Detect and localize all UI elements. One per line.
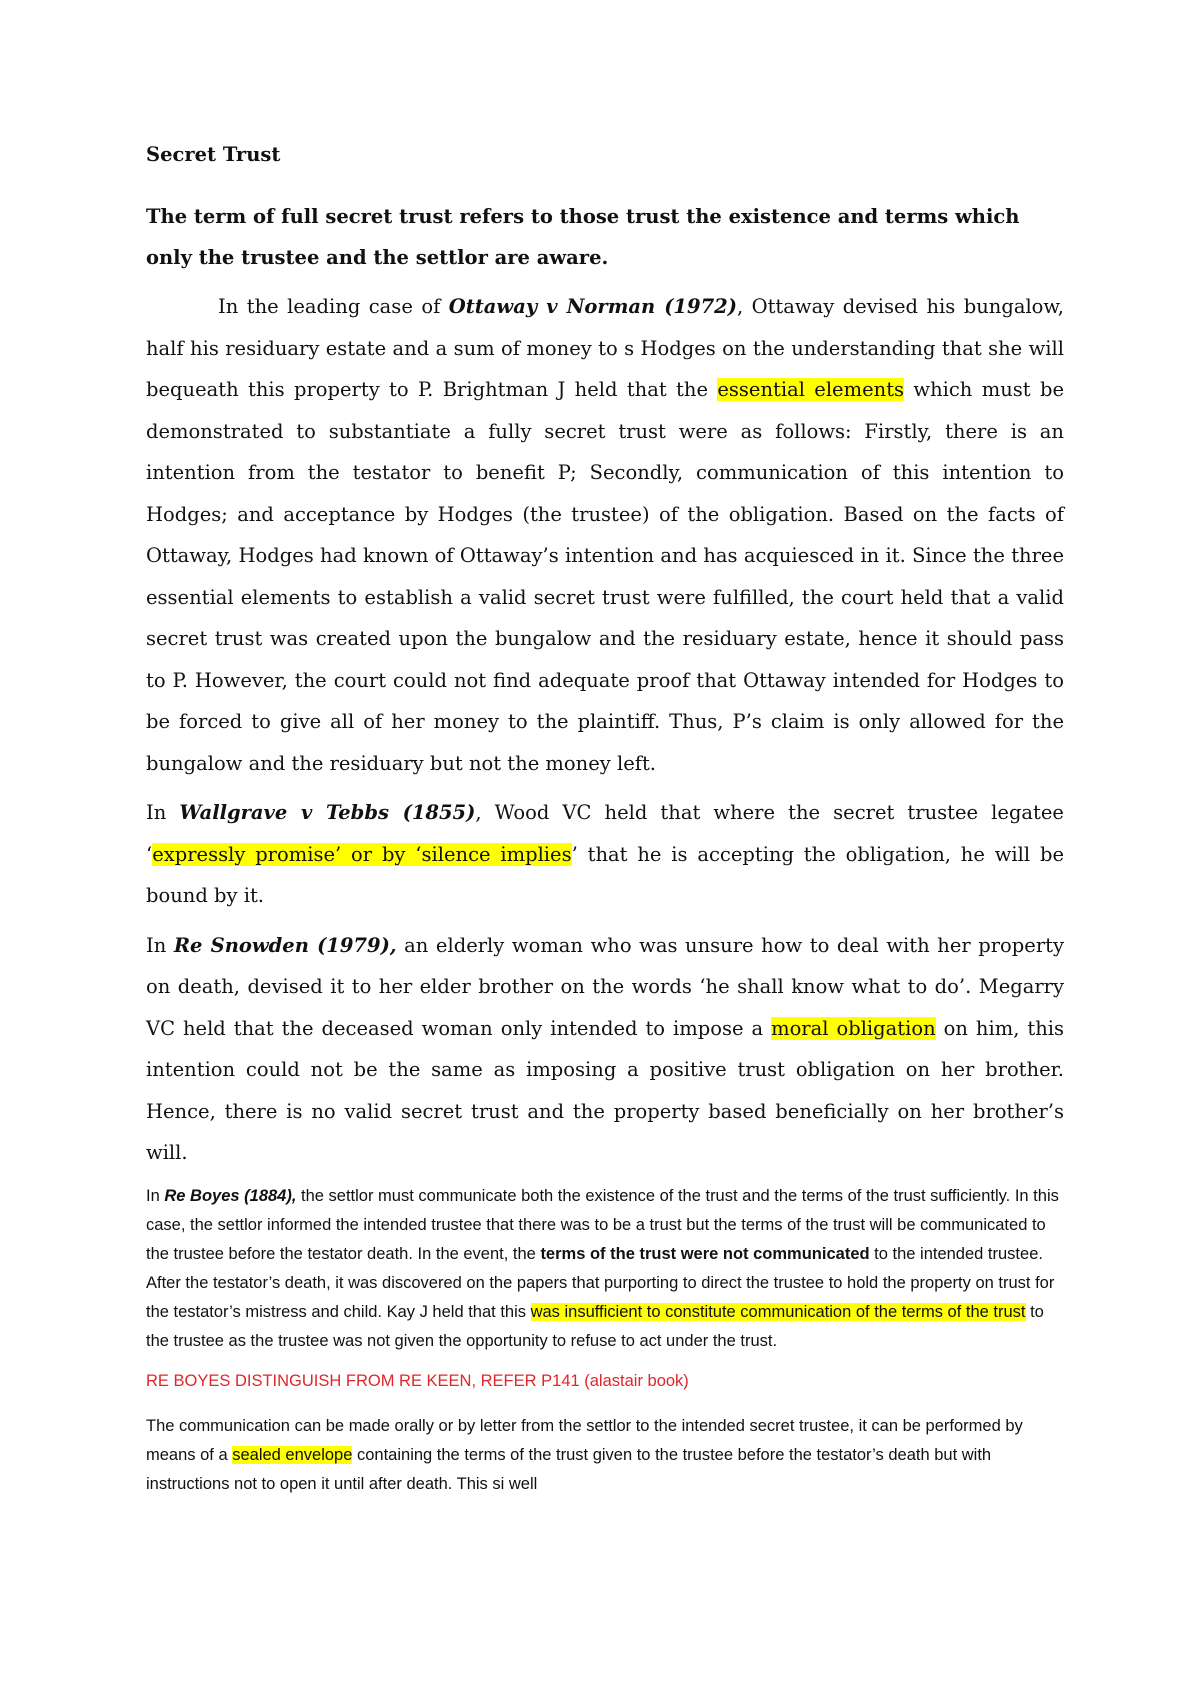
text-segment: the settlor must communicate both the existence of the trust and the terms of the trust sufficiently. In this case, the settlor informed the intended trustee that there was to be a trust but the terms of the trust will be communicated to the trustee before the testator death. In the event, the [146,1186,1059,1263]
text-segment: In [146,1186,165,1205]
text-segment: to the trustee as the trustee was not given the opportunity to refuse to act under the trust. [146,1302,1044,1350]
text-segment: containing the terms of the trust given to the trustee before the testator’s death but with instructions not to open it until after death. This si well [146,1445,992,1493]
paragraph-wallgrave [146,792,1064,917]
text-segment: The communication can be made orally or by letter from the settlor to the intended secret trustee, it can be performed by means of a [146,1416,1023,1464]
paragraph-snowden [146,925,1064,1174]
bold-terms-not-communicated: terms of the trust were not communicated [540,1244,870,1263]
text-segment: an elderly woman who was unsure how to deal with her property on death, devised it to her elder brother on the words ‘he shall know what to do’. Megarry VC held that the deceased woman only intended to impose a [146,933,1064,1040]
text-segment: , Ottaway devised his bungalow, half his residuary estate and a sum of money to s Hodges on the understanding that she will bequeath this property to P. Brightman J held that the [146,295,1064,401]
text-segment: which must be demonstrated to substantiate a fully secret trust were as follows: Firstly, there is an intention from the testator to benefit P; Secondly, communication of this intention to Hodges; and acceptance by Hodges (the trustee) of the obligation. Based on the facts of Ottaway, Hodges had known of Ottaway’s intention and has acquiesced in it. Since the three essential elements to establish a valid secret trust were fulfilled, the court held that a valid secret trust was created upon the bungalow and the residuary estate, hence it should pass to P. However, the court could not find adequate proof that Ottaway intended for Hodges to be forced to give all of her money to the plaintiff. Thus, P’s claim is only allowed for the bungalow and the residuary but not the money left. [146,378,1064,775]
highlight-insufficient-communication: was insufficient to constitute communication of the terms of the trust [530,1302,1026,1321]
case-name-boyes: Re Boyes (1884), [164,1186,297,1205]
text-segment: In the leading case of [218,295,449,318]
text-segment: on him, this intention could not be the same as imposing a positive trust obligation on her brother. Hence, there is no valid secret trust and the property based beneficially on her brother’s will. [146,1016,1065,1164]
case-name-wallgrave: Wallgrave v Tebbs (1855) [179,801,476,824]
lead-statement: The term of full secret trust refers to those trust the existence and terms which only the trustee and the settlor are aware. [146,205,1020,269]
text-segment: In [146,933,174,957]
paragraph-ottaway [146,286,1064,784]
text-segment: ’ that he is accepting the obligation, he will be bound by it. [146,842,1064,907]
text-segment: In [146,801,180,824]
red-note: RE BOYES DISTINGUISH FROM RE KEEN, REFER P141 (alastair book) [146,1371,689,1390]
text-segment: to the intended trustee. After the testator’s death, it was discovered on the papers that purporting to direct the trustee to hold the property on trust for the testator’s mistress and child. Kay J held that this [146,1244,1055,1321]
document-title: Secret Trust [146,143,281,166]
highlight-essential-elements: essential elements [717,378,905,401]
highlight-moral-obligation: moral obligation [771,1016,936,1040]
paragraph-communication [146,1412,1064,1499]
case-name-snowden: Re Snowden (1979), [173,933,397,957]
document-body [146,140,1064,1509]
text-segment: , Wood VC held that where the secret trustee legatee ‘ [146,801,1064,866]
case-name-ottaway: Ottaway v Norman (1972) [448,295,737,318]
highlight-sealed-envelope: sealed envelope [232,1445,353,1464]
paragraph-boyes [146,1182,1064,1356]
highlight-expressly-promise: expressly promise’ or by ‘silence implies [152,842,572,866]
